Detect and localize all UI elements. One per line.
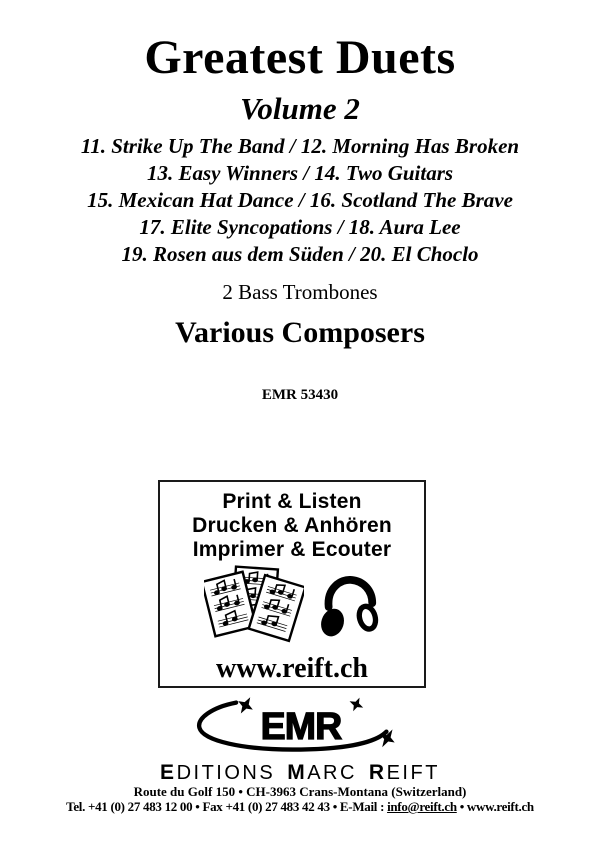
publisher-initial: M xyxy=(287,761,308,784)
email-link[interactable]: info@reift.ch xyxy=(387,799,457,814)
contact-tel-fax: Tel. +41 (0) 27 483 12 00 • Fax +41 (0) 27 483 42 43 • E-Mail : xyxy=(66,799,388,814)
track-line: 11. Strike Up The Band / 12. Morning Has Broken xyxy=(80,134,520,158)
catalog-number: EMR 53430 xyxy=(261,387,339,403)
emr-logo-graphic xyxy=(183,696,418,758)
emr-logo xyxy=(183,696,418,758)
track-line: 13. Easy Winners / 14. Two Guitars xyxy=(146,161,454,185)
headphones-icon xyxy=(318,572,380,644)
track-line: 19. Rosen aus dem Süden / 20. El Choclo xyxy=(121,242,479,266)
star-icon xyxy=(346,696,366,714)
promo-icons xyxy=(204,564,380,652)
promo-line-fr: Imprimer & Ecouter xyxy=(192,538,392,561)
publisher-name xyxy=(0,761,600,785)
publisher-word-rest: EIFT xyxy=(386,762,440,784)
publisher-address: Route du Golf 150 • CH-3963 Crans-Montana (Switzerland) xyxy=(133,784,467,799)
sheet-music-icon xyxy=(204,564,304,652)
instrumentation-label: 2 Bass Trombones xyxy=(222,280,378,304)
track-line: 15. Mexican Hat Dance / 16. Scotland The Brave xyxy=(87,188,513,212)
promo-line-en: Print & Listen xyxy=(222,490,362,513)
publisher-initial: E xyxy=(160,761,177,784)
track-list xyxy=(0,133,600,268)
page-title: Greatest Duets xyxy=(144,31,456,84)
composer-name: Various Composers xyxy=(175,316,425,349)
publisher-word-rest: DITIONS xyxy=(176,762,276,784)
publisher-initial: R xyxy=(368,761,387,784)
publisher-word-rest: ARC xyxy=(307,762,357,784)
track-line: 17. Elite Syncopations / 18. Aura Lee xyxy=(139,215,461,239)
star-icon xyxy=(233,696,257,718)
website-url: www.reift.ch xyxy=(216,653,368,684)
emr-logo-text: EMR xyxy=(260,705,342,748)
promo-text xyxy=(192,490,392,562)
promo-line-de: Drucken & Anhören xyxy=(192,514,392,537)
print-listen-box xyxy=(158,480,426,688)
publisher-contact xyxy=(0,799,600,815)
volume-subtitle: Volume 2 xyxy=(240,91,360,126)
contact-website: • www.reift.ch xyxy=(456,799,534,814)
